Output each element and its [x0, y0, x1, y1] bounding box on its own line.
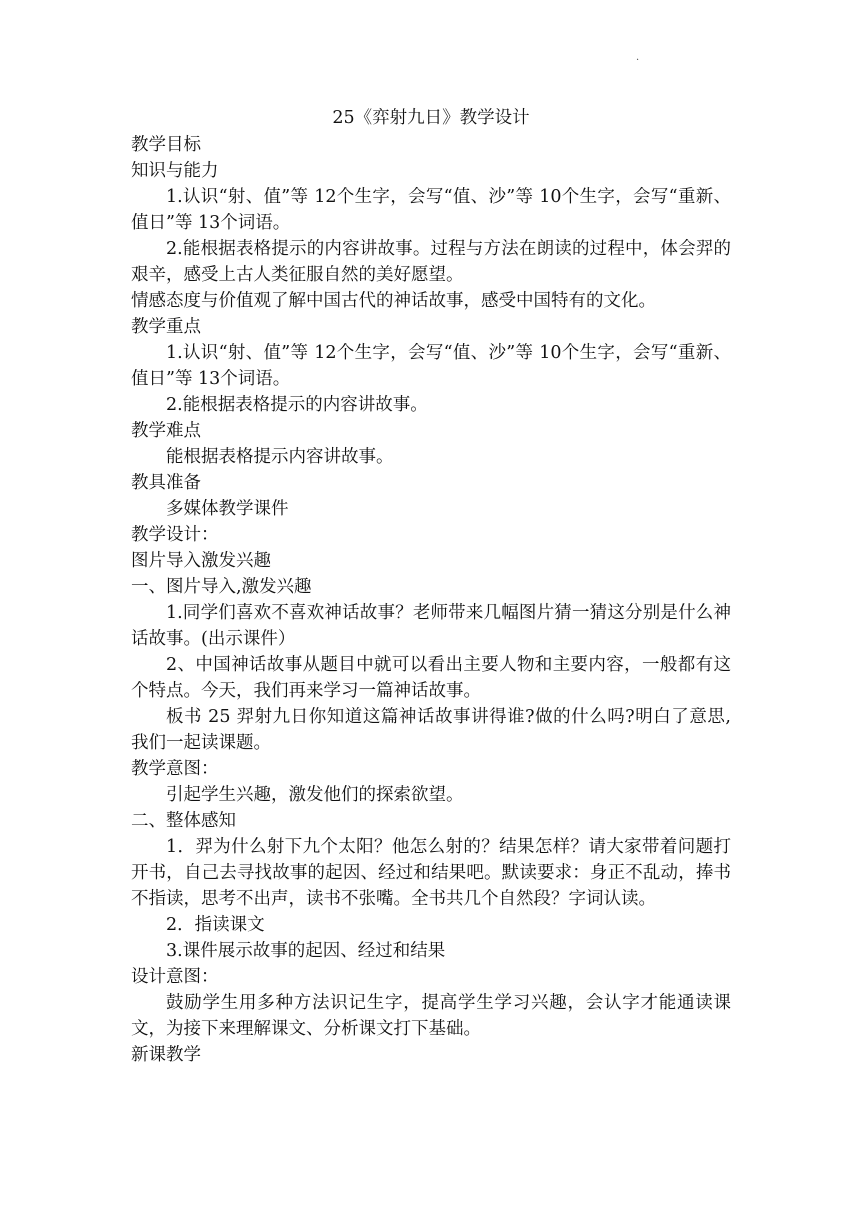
document-title: 25《弈射九日》教学设计 — [332, 108, 530, 128]
intent-heading-2: 设计意图： — [131, 967, 219, 987]
key-point-1: 1.认识“射、值”等 12个生字，会写“值、沙”等 10个生字，会写“重新、值日”等 13个词语。 — [131, 343, 731, 389]
goal-item-1: 1.认识“射、值”等 12个生字，会写“值、沙”等 10个生字，会写“重新、值日”等 13个词语。 — [131, 187, 731, 233]
materials-text: 多媒体教学课件 — [166, 499, 289, 519]
intent-heading-1: 教学意图： — [131, 759, 219, 779]
intent-text-1: 引起学生兴趣，激发他们的探索欲望。 — [166, 785, 464, 805]
difficulty-text: 能根据表格提示内容讲故事。 — [166, 447, 394, 467]
heading-key-points: 教学重点 — [131, 317, 201, 337]
heading-materials: 教具准备 — [131, 473, 201, 493]
heading-knowledge-ability: 知识与能力 — [131, 161, 219, 181]
emotion-goal: 情感态度与价值观了解中国古代的神话故事，感受中国特有的文化。 — [131, 291, 656, 311]
section-1-step-2: 2、中国神话故事从题目中就可以看出主要人物和主要内容，一般都有这个特点。今天，我们再来学习一篇神话故事。 — [131, 655, 731, 701]
section-1-heading: 一、图片导入,激发兴趣 — [131, 577, 312, 597]
section-2-heading: 二、整体感知 — [131, 811, 236, 831]
intent-text-2: 鼓励学生用多种方法识记生字，提高学生学习兴趣，会认字才能通读课文，为接下来理解课文、分析课文打下基础。 — [131, 993, 731, 1039]
page-marker-dot: · — [636, 55, 640, 66]
heading-difficulties: 教学难点 — [131, 421, 201, 441]
section-2-step-2: 2．指读课文 — [166, 915, 265, 935]
section-2-step-1: 1．羿为什么射下九个太阳？他怎么射的？结果怎样？请大家带着问题打开书，自己去寻找故事的起因、经过和结果吧。默读要求：身正不乱动，捧书不指读，思考不出声，读书不张嘴。全书共几个自然段？字词认读。 — [131, 837, 731, 909]
section-1-step-1: 1.同学们喜欢不喜欢神话故事？老师带来几幅图片猜一猜这分别是什么神话故事。(出示课件） — [131, 603, 731, 649]
goal-item-2: 2.能根据表格提示的内容讲故事。过程与方法在朗读的过程中，体会羿的艰辛，感受上古人类征服自然的美好愿望。 — [131, 239, 731, 285]
intro-heading: 图片导入激发兴趣 — [131, 551, 271, 571]
document-body — [131, 104, 731, 1068]
section-1-step-3: 板书 25 羿射九日你知道这篇神话故事讲得谁?做的什么吗?明白了意思,我们一起读课题。 — [131, 707, 731, 753]
heading-design: 教学设计： — [131, 525, 219, 545]
section-2-step-3: 3.课件展示故事的起因、经过和结果 — [166, 941, 446, 961]
heading-teaching-goals: 教学目标 — [131, 135, 201, 155]
new-lesson-heading: 新课教学 — [131, 1045, 201, 1065]
key-point-2: 2.能根据表格提示的内容讲故事。 — [166, 395, 428, 415]
